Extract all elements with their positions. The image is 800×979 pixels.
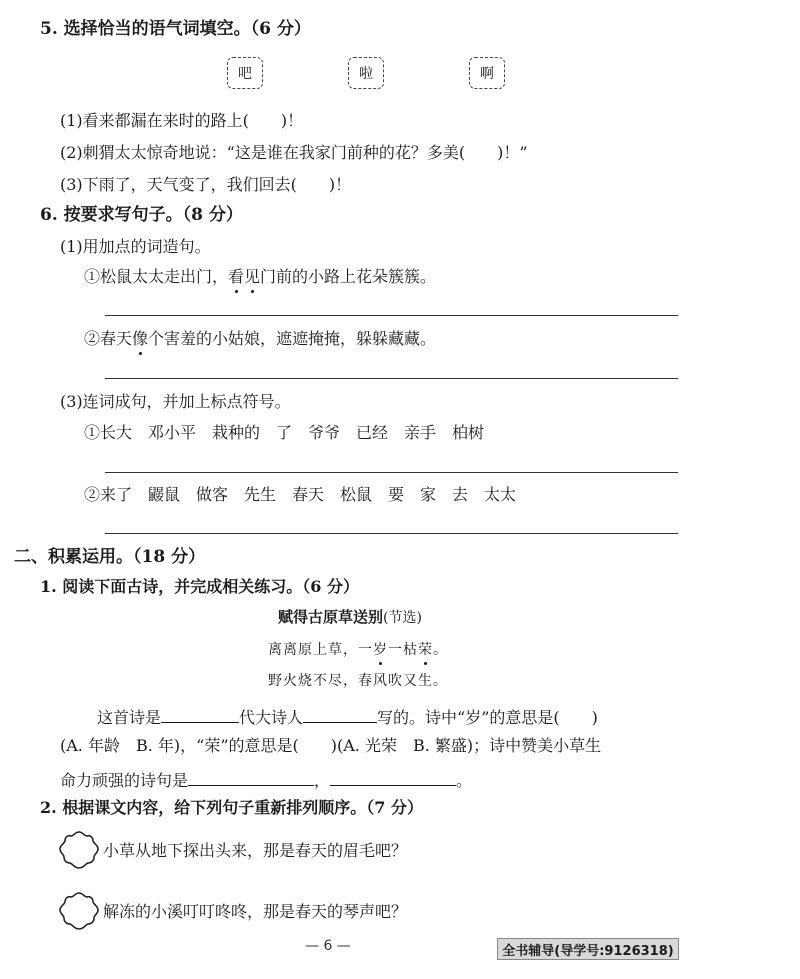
q6-sub1-item1: ①松鼠太太走出门，看见门前的小路上花朵簇簇。: [84, 267, 437, 286]
sec2-q1-text-3: 命力顽强的诗句是 ， 。: [60, 767, 472, 791]
q6-sub1-title: (1)用加点的词造句。: [60, 237, 211, 256]
q5-item-3: (3)下雨了，天气变了，我们回去( )！: [60, 175, 352, 194]
q6-sub3-item1: ①长大 邓小平 栽种的 了 爷爷 已经 亲手 柏树: [84, 423, 485, 442]
poem-note: (节选): [383, 610, 422, 626]
q6-title: 6. 按要求写句子。（8 分）: [40, 205, 243, 225]
order-item-1: 小草从地下探出头来，那是春天的眉毛吧？: [103, 841, 408, 860]
flower-order-box-1[interactable]: [56, 828, 102, 872]
q6-sub3-title: (3)连词成句，并加上标点符号。: [60, 392, 291, 411]
q5-item-1: (1)看来都漏在来时的路上( )！: [60, 111, 304, 130]
q5-title: 5. 选择恰当的语气词填空。（6 分）: [40, 19, 311, 39]
blank-poet[interactable]: [303, 704, 377, 723]
page-number: — 6 —: [305, 938, 351, 954]
answer-line-1[interactable]: [105, 315, 678, 316]
sec2-q1-title: 1. 阅读下面古诗，并完成相关练习。（6 分）: [40, 577, 359, 596]
answer-line-3[interactable]: [105, 472, 678, 473]
blank-dynasty[interactable]: [161, 704, 239, 723]
footer-badge: 全书辅导(导学号:9126318): [497, 938, 679, 960]
word-la: 啦: [359, 66, 373, 82]
q6-sub3-item2: ②来了 鼹鼠 做客 先生 春天 松鼠 要 家 去 太太: [84, 485, 517, 504]
sec2-q1-text-1: 这首诗是 代大诗人 写的。诗中“岁”的意思是( ): [97, 704, 598, 728]
answer-line-2[interactable]: [105, 378, 678, 379]
blank-line-1[interactable]: [188, 767, 314, 786]
poem-line-1: 离离原上草，一岁一枯荣。: [268, 639, 448, 659]
blank-line-2[interactable]: [330, 767, 456, 786]
word-box-1: [227, 57, 263, 89]
word-box-2: [348, 57, 384, 89]
answer-line-4[interactable]: [105, 533, 678, 534]
section-2-title: 二、积累运用。（18 分）: [14, 547, 206, 567]
sec2-q2-title: 2. 根据课文内容，给下列句子重新排列顺序。（7 分）: [40, 798, 423, 817]
q6-sub1-item2: ②春天像个害羞的小姑娘，遮遮掩掩，躲躲藏藏。: [84, 329, 437, 348]
poem-heading: [278, 606, 422, 627]
poem-title: 赋得古原草送别: [278, 608, 384, 626]
word-box-3: [469, 57, 505, 89]
sec2-q1-text-2: (A. 年龄 B. 年)，“荣”的意思是( )(A. 光荣 B. 繁盛)；诗中赞美小草生: [60, 736, 602, 755]
poem-line-2: 野火烧不尽，春风吹又生。: [268, 673, 448, 689]
word-a: 啊: [480, 66, 494, 82]
flower-order-box-2[interactable]: [56, 889, 102, 933]
q5-item-2: (2)刺猬太太惊奇地说：“这是谁在我家门前种的花？多美( )！”: [60, 143, 528, 162]
word-ba: 吧: [238, 66, 252, 82]
order-item-2: 解冻的小溪叮叮咚咚，那是春天的琴声吧？: [103, 902, 408, 921]
